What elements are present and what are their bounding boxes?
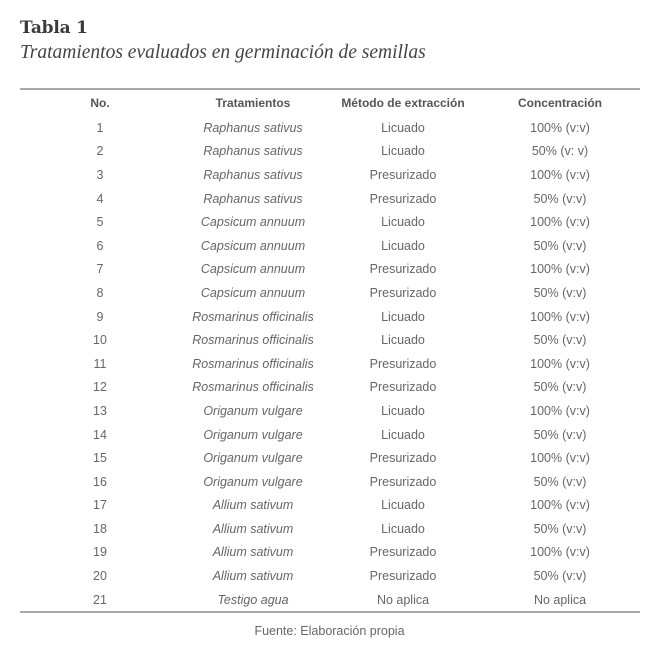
cell-tratamiento: Rosmarinus officinalis bbox=[192, 380, 314, 395]
cell-concentracion: 100% (v:v) bbox=[530, 403, 590, 418]
cell-concentracion: 100% (v:v) bbox=[530, 451, 590, 466]
cell-concentracion: 50% (v:v) bbox=[533, 380, 587, 395]
cell-metodo: Presurizado bbox=[369, 451, 437, 466]
cell-tratamiento: Raphanus sativus bbox=[203, 191, 303, 206]
cell-metodo: Licuado bbox=[381, 215, 425, 230]
cell-no: 4 bbox=[96, 191, 104, 206]
cell-metodo: Presurizado bbox=[369, 356, 437, 371]
cell-metodo: Presurizado bbox=[369, 167, 437, 182]
cell-tratamiento: Rosmarinus officinalis bbox=[192, 356, 314, 371]
cell-metodo: Licuado bbox=[381, 144, 425, 159]
cell-metodo: Presurizado bbox=[369, 262, 437, 277]
cell-no: 11 bbox=[93, 356, 107, 371]
cell-metodo: Licuado bbox=[381, 238, 425, 253]
cell-tratamiento: Capsicum annuum bbox=[200, 262, 306, 277]
treatments-table bbox=[20, 88, 640, 613]
cell-tratamiento: Raphanus sativus bbox=[203, 167, 303, 182]
cell-no: 8 bbox=[96, 285, 104, 300]
cell-no: 16 bbox=[93, 474, 107, 489]
cell-no: 12 bbox=[93, 380, 107, 395]
cell-tratamiento: Origanum vulgare bbox=[203, 403, 303, 418]
cell-metodo: Licuado bbox=[381, 521, 425, 536]
cell-metodo: Presurizado bbox=[369, 191, 437, 206]
cell-no: 9 bbox=[96, 309, 104, 324]
table-row bbox=[20, 163, 640, 187]
cell-metodo: Licuado bbox=[381, 120, 425, 135]
table-row bbox=[20, 140, 640, 164]
table-row bbox=[20, 281, 640, 305]
cell-metodo: Licuado bbox=[381, 333, 425, 348]
cell-no: 19 bbox=[93, 545, 107, 560]
cell-no: 17 bbox=[93, 498, 107, 513]
cell-concentracion: 100% (v:v) bbox=[530, 356, 590, 371]
cell-concentracion: 50% (v:v) bbox=[533, 474, 587, 489]
table-row bbox=[20, 470, 640, 494]
cell-metodo: Licuado bbox=[381, 309, 425, 324]
cell-concentracion: 100% (v:v) bbox=[530, 262, 590, 277]
cell-tratamiento: Testigo agua bbox=[217, 592, 289, 607]
cell-tratamiento: Origanum vulgare bbox=[203, 427, 303, 442]
table-row bbox=[20, 352, 640, 376]
cell-concentracion: 50% (v:v) bbox=[533, 285, 587, 300]
cell-concentracion: 50% (v:v) bbox=[533, 191, 587, 206]
cell-concentracion: 50% (v:v) bbox=[533, 427, 587, 442]
table-row bbox=[20, 116, 640, 140]
cell-tratamiento: Allium sativum bbox=[212, 545, 294, 560]
cell-concentracion: 50% (v:v) bbox=[533, 521, 587, 536]
cell-concentracion: 50% (v:v) bbox=[533, 569, 587, 584]
cell-concentracion: 100% (v:v) bbox=[530, 498, 590, 513]
cell-metodo: Licuado bbox=[381, 498, 425, 513]
cell-concentracion: 100% (v:v) bbox=[530, 309, 590, 324]
cell-concentracion: No aplica bbox=[533, 592, 587, 607]
cell-concentracion: 100% (v:v) bbox=[530, 120, 590, 135]
cell-concentracion: 100% (v:v) bbox=[530, 215, 590, 230]
table-row bbox=[20, 541, 640, 565]
cell-no: 20 bbox=[93, 569, 107, 584]
cell-tratamiento: Raphanus sativus bbox=[203, 144, 303, 159]
cell-tratamiento: Allium sativum bbox=[212, 521, 294, 536]
table-row bbox=[20, 258, 640, 282]
cell-no: 3 bbox=[96, 167, 104, 182]
cell-tratamiento: Allium sativum bbox=[212, 498, 294, 513]
table-caption-title: Tratamientos evaluados en germinación de semillas bbox=[20, 42, 426, 63]
table-row bbox=[20, 234, 640, 258]
table-row bbox=[20, 423, 640, 447]
cell-no: 6 bbox=[96, 238, 104, 253]
cell-metodo: No aplica bbox=[376, 592, 430, 607]
cell-concentracion: 50% (v:v) bbox=[533, 333, 587, 348]
cell-no: 14 bbox=[93, 427, 107, 442]
cell-metodo: Licuado bbox=[381, 427, 425, 442]
cell-tratamiento: Origanum vulgare bbox=[203, 474, 303, 489]
table-row bbox=[20, 399, 640, 423]
table-body bbox=[20, 116, 640, 612]
table-row bbox=[20, 588, 640, 613]
cell-metodo: Presurizado bbox=[369, 569, 437, 584]
cell-no: 7 bbox=[96, 262, 104, 277]
cell-no: 1 bbox=[96, 120, 104, 135]
cell-concentracion: 100% (v:v) bbox=[530, 545, 590, 560]
cell-metodo: Presurizado bbox=[369, 380, 437, 395]
table-row bbox=[20, 187, 640, 211]
cell-tratamiento: Rosmarinus officinalis bbox=[192, 309, 314, 324]
table-row bbox=[20, 210, 640, 234]
table-row bbox=[20, 376, 640, 400]
cell-tratamiento: Origanum vulgare bbox=[203, 451, 303, 466]
cell-no: 15 bbox=[93, 451, 107, 466]
table-row bbox=[20, 517, 640, 541]
cell-tratamiento: Allium sativum bbox=[212, 569, 294, 584]
cell-metodo: Licuado bbox=[381, 403, 425, 418]
header-tratamientos: Tratamientos bbox=[215, 96, 291, 110]
cell-no: 2 bbox=[96, 144, 104, 159]
table-row bbox=[20, 305, 640, 329]
header-concentracion: Concentración bbox=[517, 96, 602, 110]
table-row bbox=[20, 446, 640, 470]
cell-concentracion: 50% (v: v) bbox=[531, 144, 589, 159]
cell-tratamiento: Rosmarinus officinalis bbox=[192, 333, 314, 348]
cell-metodo: Presurizado bbox=[369, 545, 437, 560]
table-source-note: Fuente: Elaboración propia bbox=[254, 624, 405, 638]
table-row bbox=[20, 564, 640, 588]
cell-no: 21 bbox=[93, 592, 107, 607]
header-metodo: Método de extracción bbox=[341, 96, 465, 110]
table-row bbox=[20, 328, 640, 352]
cell-no: 10 bbox=[93, 333, 107, 348]
cell-metodo: Presurizado bbox=[369, 474, 437, 489]
cell-tratamiento: Raphanus sativus bbox=[203, 120, 303, 135]
cell-tratamiento: Capsicum annuum bbox=[200, 215, 306, 230]
cell-concentracion: 100% (v:v) bbox=[530, 167, 590, 182]
cell-no: 18 bbox=[93, 521, 107, 536]
table-container bbox=[20, 88, 640, 613]
table-row bbox=[20, 494, 640, 518]
cell-metodo: Presurizado bbox=[369, 285, 437, 300]
cell-no: 13 bbox=[93, 403, 107, 418]
header-no: No. bbox=[90, 96, 110, 110]
cell-concentracion: 50% (v:v) bbox=[533, 238, 587, 253]
table-header-row bbox=[20, 89, 640, 116]
cell-tratamiento: Capsicum annuum bbox=[200, 238, 306, 253]
table-caption-label: Tabla 1 bbox=[20, 18, 88, 38]
cell-no: 5 bbox=[96, 215, 104, 230]
cell-tratamiento: Capsicum annuum bbox=[200, 285, 306, 300]
